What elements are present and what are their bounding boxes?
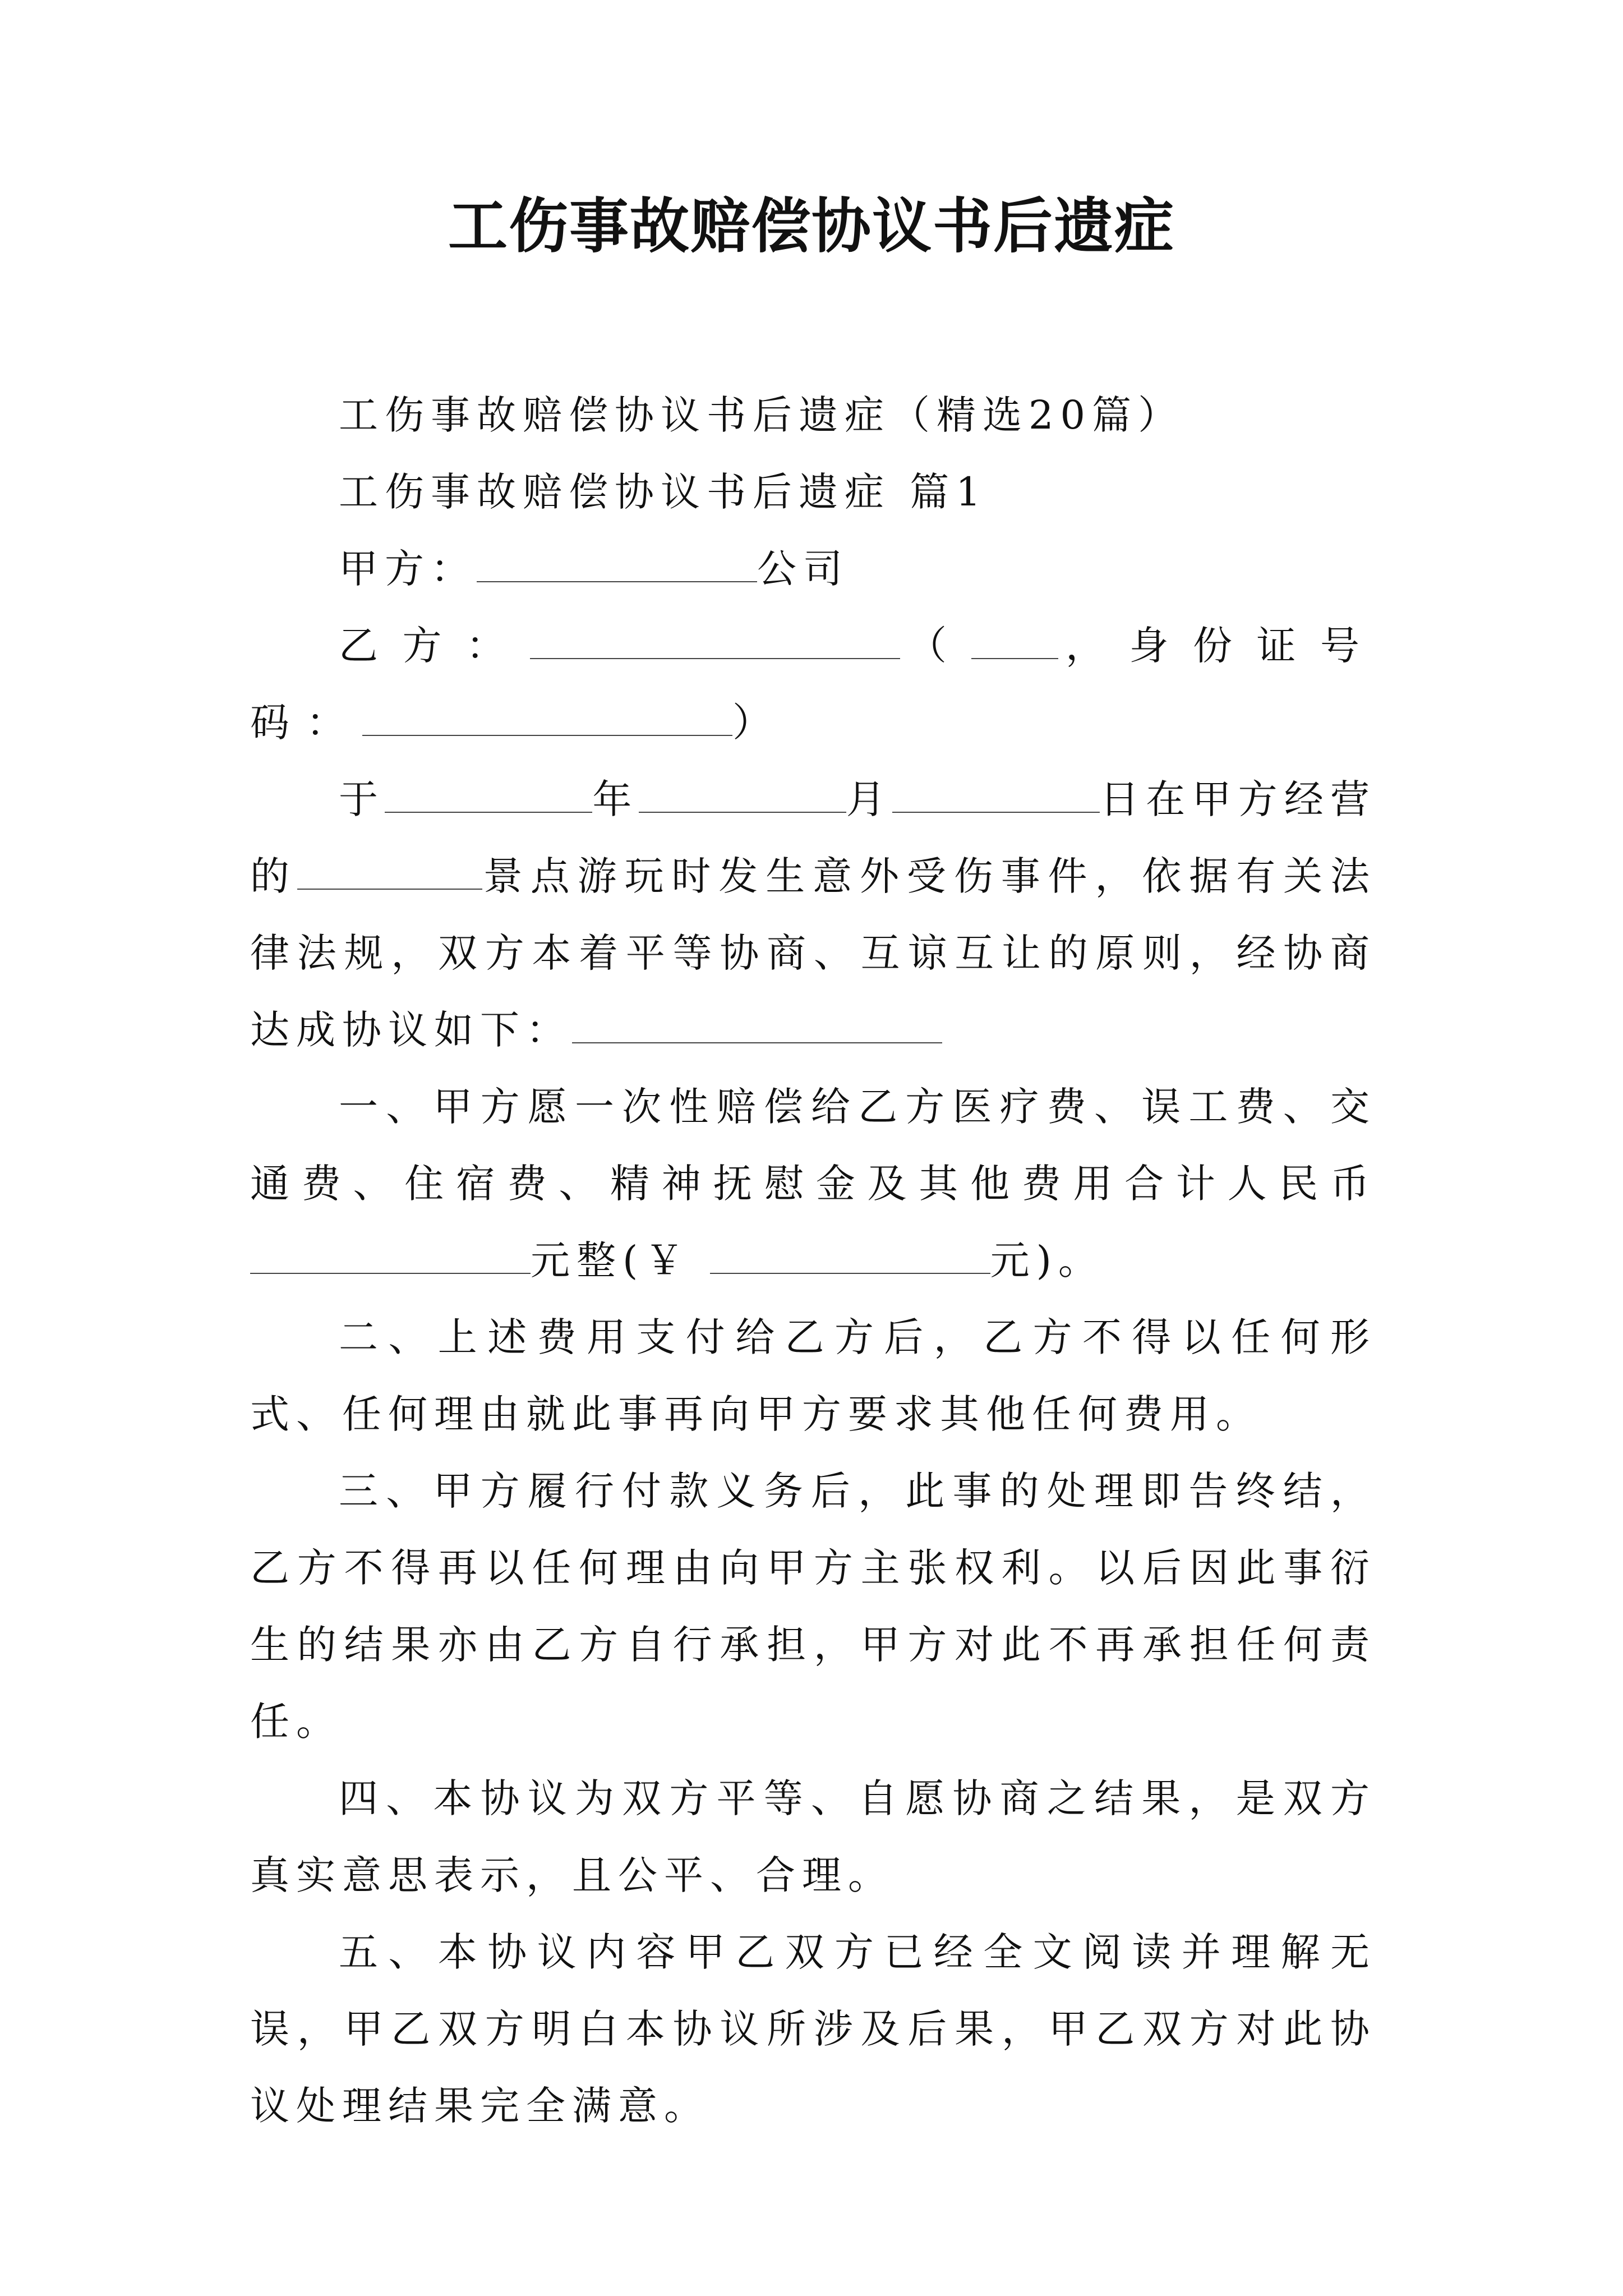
venue-blank[interactable] <box>297 856 482 890</box>
party-a-blank[interactable] <box>477 549 757 582</box>
subtitle-line: 工伤事故赔偿协议书后遗症（精选20篇） <box>339 392 1184 438</box>
amount-suffix: 元)。 <box>990 1237 1104 1283</box>
day-label: 日在甲方经营的 <box>250 776 1377 899</box>
amount-words-blank[interactable] <box>250 1240 531 1274</box>
party-b-line <box>250 608 1376 761</box>
section-heading: 工伤事故赔偿协议书后遗症 篇1 <box>339 469 988 515</box>
clause-1 <box>250 1069 1376 1299</box>
clause-5: 五、本协议内容甲乙双方已经全文阅读并理解无误，甲乙双方明白本协议所涉及后果，甲乙双方对此协议处理结果完全满意。 <box>250 1929 1376 2129</box>
intro-rest: 景点游玩时发生意外受伤事件，依据有关法律法规，双方本着平等协商、互谅互让的原则，经协商达成协议如下： <box>250 853 1377 1053</box>
document-title: 工伤事故赔偿协议书后遗症 <box>448 191 1175 261</box>
intro-paragraph <box>250 761 1376 1069</box>
amount-prefix: 元整(￥ <box>531 1237 691 1283</box>
agreement-blank[interactable] <box>572 1010 942 1043</box>
party-b-gender-blank[interactable] <box>971 625 1058 659</box>
clause-1-text: 一、甲方愿一次性赔偿给乙方医疗费、误工费、交通费、住宿费、精神抚慰金及其他费用合计人民币 <box>250 1084 1376 1207</box>
party-a-suffix: 公司 <box>757 546 849 592</box>
party-b-label: 乙方： <box>339 623 530 669</box>
year-label: 年 <box>592 776 639 822</box>
intro-prefix: 于 <box>339 776 385 822</box>
year-blank[interactable] <box>385 779 592 813</box>
clause-3: 三、甲方履行付款义务后，此事的处理即告终结，乙方不得再以任何理由向甲方主张权利。以后因此事衍生的结果亦由乙方自行承担，甲方对此不再承担任何责任。 <box>250 1468 1376 1745</box>
document-body <box>250 377 1376 2145</box>
party-b-close: ） <box>732 700 789 746</box>
month-label: 月 <box>846 776 892 822</box>
party-b-name-blank[interactable] <box>530 625 900 659</box>
clause-2: 二、上述费用支付给乙方后，乙方不得以任何形式、任何理由就此事再向甲方要求其他任何费用。 <box>250 1314 1376 1437</box>
party-b-id-blank[interactable] <box>362 702 732 736</box>
party-b-id-label: ，身份证号码： <box>250 623 1376 746</box>
month-blank[interactable] <box>639 779 846 813</box>
party-a-label: 甲方： <box>339 546 477 592</box>
party-a-line <box>250 531 1376 608</box>
party-b-open: （ <box>900 623 971 669</box>
amount-number-blank[interactable] <box>710 1240 990 1274</box>
day-blank[interactable] <box>892 779 1100 813</box>
clause-4: 四、本协议为双方平等、自愿协商之结果，是双方真实意思表示，且公平、合理。 <box>250 1775 1376 1898</box>
